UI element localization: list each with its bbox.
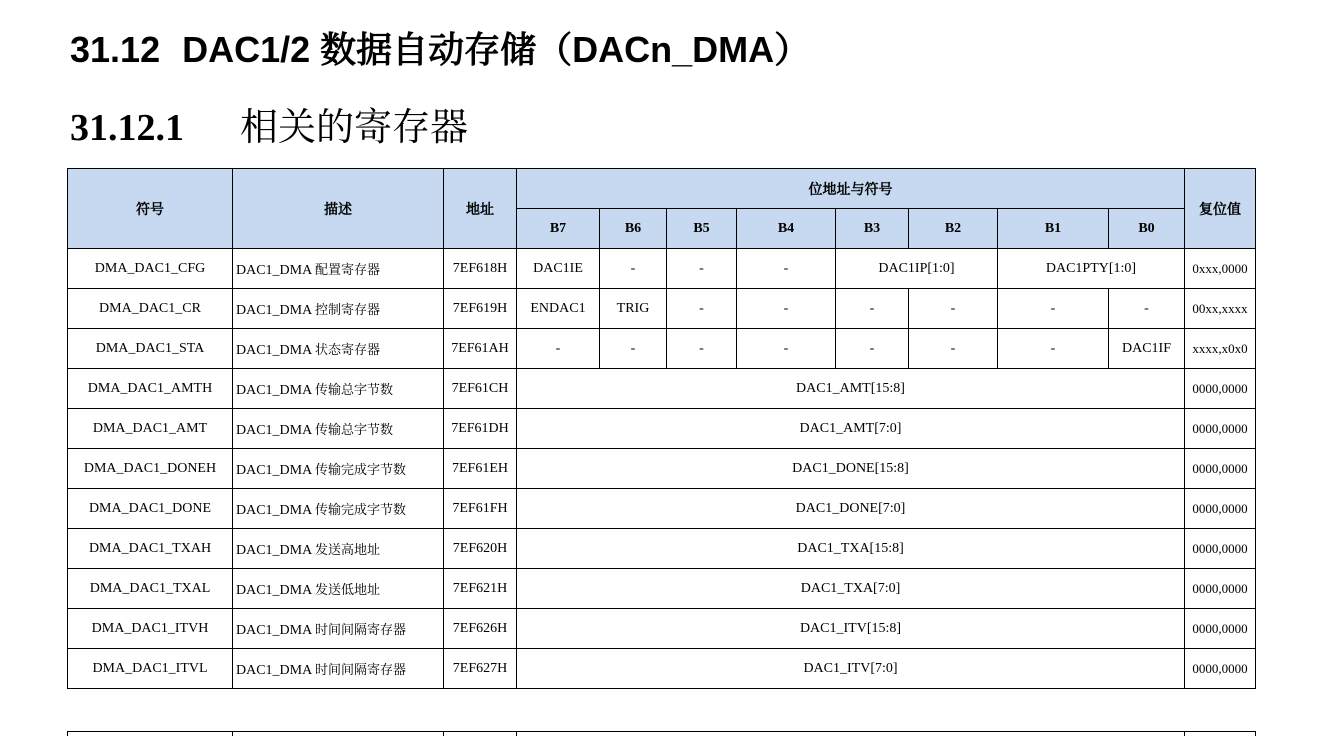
bit-field: DAC1_TXA[15:8]: [517, 529, 1185, 569]
header-bit: B2: [909, 209, 998, 249]
reset-value: 0000,0000: [1185, 369, 1256, 409]
register-address: 7EF618H: [444, 249, 517, 289]
description-text: 传输总字节数: [314, 382, 393, 398]
table-row: [68, 569, 1256, 609]
register-symbol: DMA_DAC1_ITVL: [68, 649, 233, 689]
bit-field: -: [909, 329, 998, 369]
bit-field: -: [998, 329, 1109, 369]
header-bit: B4: [737, 209, 836, 249]
bit-field: DAC1_DONE[15:8]: [517, 449, 1185, 489]
bit-field: DAC1_AMT[15:8]: [517, 369, 1185, 409]
description-text: 传输完成字节数: [314, 462, 406, 478]
description-text: 传输完成字节数: [314, 502, 406, 518]
header-bit: B5: [667, 209, 737, 249]
description-prefix: DAC1_DMA: [236, 262, 315, 278]
reset-value: 0000,0000: [1185, 569, 1256, 609]
bit-field: DAC1_ITV[7:0]: [517, 649, 1185, 689]
description-text: 发送高地址: [314, 542, 380, 558]
bit-field: DAC1IF: [1109, 329, 1185, 369]
register-address: 7EF626H: [444, 609, 517, 649]
description-text: 状态寄存器: [314, 342, 380, 358]
bit-field: DAC1PTY[1:0]: [998, 249, 1185, 289]
description-prefix: DAC1_DMA: [236, 422, 315, 438]
description-prefix: DAC1_DMA: [236, 502, 315, 518]
bit-field: DAC1IP[1:0]: [836, 249, 998, 289]
bit-field: -: [737, 289, 836, 329]
register-table: [67, 168, 1256, 689]
bit-field: DAC1_DONE[7:0]: [517, 489, 1185, 529]
description-text: 时间间隔寄存器: [314, 662, 406, 678]
reset-value: 0000,0000: [1185, 609, 1256, 649]
reset-value: 00xx,xxxx: [1185, 289, 1256, 329]
bit-field: DAC1_TXA[7:0]: [517, 569, 1185, 609]
register-description: [233, 249, 444, 289]
bit-field: -: [909, 289, 998, 329]
bit-field: -: [600, 329, 667, 369]
register-symbol: DMA_DAC1_AMT: [68, 409, 233, 449]
description-prefix: DAC1_DMA: [236, 302, 315, 318]
register-description: [233, 489, 444, 529]
table-row: [68, 649, 1256, 689]
bit-field: ENDAC1: [517, 289, 600, 329]
table-row: [68, 409, 1256, 449]
register-symbol: DMA_DAC1_DONEH: [68, 449, 233, 489]
header-description: 描述: [233, 169, 444, 249]
register-description: [233, 569, 444, 609]
description-text: 传输总字节数: [314, 422, 393, 438]
register-symbol: DMA_DAC1_TXAL: [68, 569, 233, 609]
description-text: 发送低地址: [314, 582, 380, 598]
register-description: [233, 329, 444, 369]
reset-value: 0000,0000: [1185, 489, 1256, 529]
description-prefix: DAC1_DMA: [236, 582, 315, 598]
header-reset: 复位值: [1185, 169, 1256, 249]
section-number: 31.12: [70, 29, 161, 70]
reset-value: 0000,0000: [1185, 649, 1256, 689]
bit-field: -: [517, 329, 600, 369]
table-row: [68, 289, 1256, 329]
register-description: [233, 289, 444, 329]
bit-field: -: [836, 289, 909, 329]
register-address: 7EF619H: [444, 289, 517, 329]
reset-value: 0000,0000: [1185, 409, 1256, 449]
header-symbol: 符号: [68, 169, 233, 249]
register-address: 7EF61DH: [444, 409, 517, 449]
table-row: [68, 329, 1256, 369]
bit-field: -: [667, 249, 737, 289]
register-symbol: DMA_DAC1_DONE: [68, 489, 233, 529]
description-prefix: DAC1_DMA: [236, 342, 315, 358]
register-address: 7EF627H: [444, 649, 517, 689]
reset-value: 0000,0000: [1185, 529, 1256, 569]
table-row: [68, 529, 1256, 569]
register-symbol: DMA_DAC1_STA: [68, 329, 233, 369]
header-bit: B1: [998, 209, 1109, 249]
register-address: 7EF61AH: [444, 329, 517, 369]
header-address: 地址: [444, 169, 517, 249]
bit-field: TRIG: [600, 289, 667, 329]
reset-value: 0xxx,0000: [1185, 249, 1256, 289]
register-address: 7EF61EH: [444, 449, 517, 489]
register-symbol: DMA_DAC1_CFG: [68, 249, 233, 289]
bit-field: -: [667, 289, 737, 329]
register-symbol: DMA_DAC1_AMTH: [68, 369, 233, 409]
description-prefix: DAC1_DMA: [236, 382, 315, 398]
register-address: 7EF61FH: [444, 489, 517, 529]
register-symbol: DMA_DAC1_TXAH: [68, 529, 233, 569]
subsection-number: 31.12.1: [70, 107, 184, 149]
register-symbol: DMA_DAC1_ITVH: [68, 609, 233, 649]
header-bit-group: 位地址与符号: [517, 169, 1185, 209]
register-address: 7EF61CH: [444, 369, 517, 409]
table-row: [68, 609, 1256, 649]
bit-field: -: [600, 249, 667, 289]
register-address: 7EF621H: [444, 569, 517, 609]
header-bit: B6: [600, 209, 667, 249]
next-table-top-edge: [67, 731, 1256, 736]
section-heading: [70, 26, 810, 74]
description-text: 控制寄存器: [314, 302, 380, 318]
subsection-heading: [70, 102, 468, 154]
description-text: 时间间隔寄存器: [314, 622, 406, 638]
description-prefix: DAC1_DMA: [236, 462, 315, 478]
bit-field: -: [667, 329, 737, 369]
subsection-title: 相关的寄存器: [240, 107, 469, 149]
description-prefix: DAC1_DMA: [236, 622, 315, 638]
header-bit: B7: [517, 209, 600, 249]
description-prefix: DAC1_DMA: [236, 542, 315, 558]
header-bit: B0: [1109, 209, 1185, 249]
bit-field: -: [1109, 289, 1185, 329]
reset-value: xxxx,x0x0: [1185, 329, 1256, 369]
bit-field: DAC1_AMT[7:0]: [517, 409, 1185, 449]
bit-field: DAC1IE: [517, 249, 600, 289]
bit-field: -: [998, 289, 1109, 329]
register-description: [233, 449, 444, 489]
bit-field: -: [836, 329, 909, 369]
table-row: [68, 489, 1256, 529]
table-row: [68, 369, 1256, 409]
description-prefix: DAC1_DMA: [236, 662, 315, 678]
table-row: [68, 449, 1256, 489]
register-address: 7EF620H: [444, 529, 517, 569]
register-description: [233, 409, 444, 449]
register-description: [233, 609, 444, 649]
reset-value: 0000,0000: [1185, 449, 1256, 489]
bit-field: -: [737, 249, 836, 289]
table-row: [68, 249, 1256, 289]
header-bit: B3: [836, 209, 909, 249]
description-text: 配置寄存器: [314, 262, 380, 278]
register-symbol: DMA_DAC1_CR: [68, 289, 233, 329]
register-description: [233, 369, 444, 409]
register-description: [233, 649, 444, 689]
bit-field: DAC1_ITV[15:8]: [517, 609, 1185, 649]
section-title: DAC1/2 数据自动存储（DACn_DMA）: [182, 29, 811, 70]
bit-field: -: [737, 329, 836, 369]
register-description: [233, 529, 444, 569]
